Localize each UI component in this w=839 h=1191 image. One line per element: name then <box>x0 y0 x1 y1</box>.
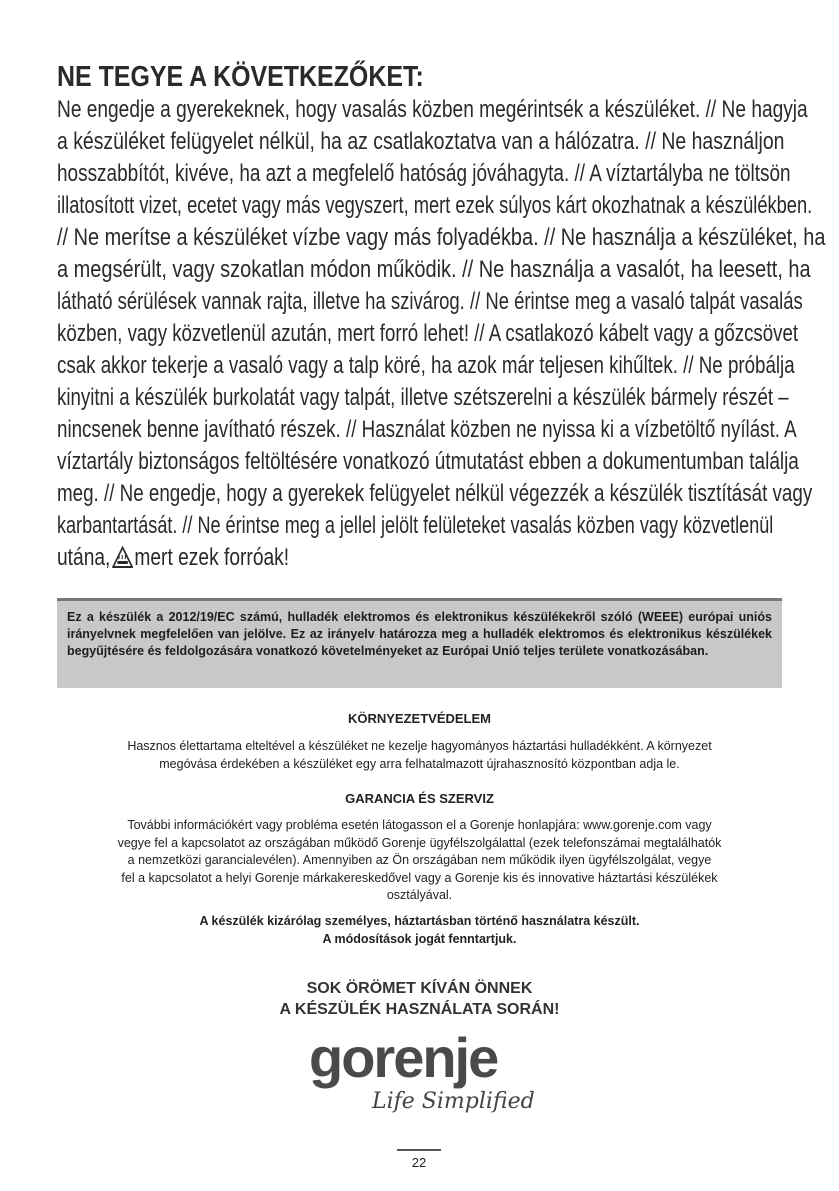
gorenje-logo: gorenje <box>309 1026 498 1089</box>
warranty-line: osztályával. <box>386 888 453 902</box>
warning-line: hosszabbítót, kivéve, ha azt a megfelelő hatóság jóváhagyta. // A víztartályba ne töltsön <box>57 160 791 187</box>
warning-line: kinyitni a készülék burkolatát vagy talpát, illetve szétszerelni a készülék bármely részét – <box>57 384 789 411</box>
warning-last-line-end: mert ezek forróak! <box>134 544 290 571</box>
warning-line: a készüléket felügyelet nélkül, ha az csatlakoztatva van a hálózatra. // Ne használjon <box>57 128 785 155</box>
usage-notice-line: A készülék kizárólag személyes, háztartásban történő használatra készült. <box>199 914 640 928</box>
warning-last-line-start: utána, <box>57 544 111 571</box>
environment-line: megóvása érdekében a készüléket egy arra felhatalmazott újrahasznosító központban adja le. <box>159 756 680 771</box>
warning-line: nincsenek benne javítható részek. // Használat közben ne nyissa ki a vízbetöltő nyílást. A <box>57 416 797 443</box>
closing-line: A KÉSZÜLÉK HASZNÁLATA SORÁN! <box>279 1001 560 1018</box>
warranty-title: GARANCIA ÉS SZERVIZ <box>345 791 494 806</box>
weee-notice-text: Ez a készülék a 2012/19/EC számú, hulladék elektromos és elektronikus készülékekről szóló (WEEE) európai uniós irányelvnek megfelelően van jelölve. Ez az irányelv határozza meg a hulladék elektromos és elektronikus készülékek begyűjtésére és feldolgozására vonatkozó követelményeket az Európai Unió teljes területe vonatkozásában. <box>67 610 772 658</box>
environment-text <box>40 738 799 773</box>
warning-line: csak akkor tekerje a vasaló vagy a talp köré, ha azok már teljesen kihűltek. // Ne próbálja <box>57 352 795 379</box>
weee-notice-box <box>57 598 782 688</box>
page-number-rule <box>397 1149 441 1151</box>
warranty-text <box>40 817 799 905</box>
warning-title: NE TEGYE A KÖVETKEZŐKET: <box>57 61 424 93</box>
warning-line: karbantartását. // Ne érintse meg a jellel jelölt felületeket vasalás közben vagy közvetlenül <box>57 512 774 539</box>
warning-line: víztartály biztonságos feltöltésére vonatkozó útmutatást ebben a dokumentumban találja <box>57 448 799 475</box>
warning-line: meg. // Ne engedje, hogy a gyerekek felügyelet nélkül végezzék a készülék tisztítását vagy <box>57 480 813 507</box>
hot-surface-warning-icon <box>112 546 133 568</box>
closing-message <box>40 978 799 1020</box>
page-number: 22 <box>411 1155 427 1170</box>
warning-line: Ne engedje a gyerekeknek, hogy vasalás közben megérintsék a készüléket. // Ne hagyja <box>57 96 808 123</box>
warning-line: // Ne merítse a készüléket vízbe vagy más folyadékba. // Ne használja a készüléket, ha <box>57 224 826 251</box>
warranty-line: További információkért vagy probléma esetén látogasson el a Gorenje honlapjára: www.gorenje.com vagy <box>127 818 712 832</box>
warning-line: illatosított vizet, ecetet vagy más vegyszert, mert ezek súlyos kárt okozhatnak a készülékben. <box>57 192 813 219</box>
closing-line: SOK ÖRÖMET KÍVÁN ÖNNEK <box>306 980 533 997</box>
brand-tagline: Life Simplified <box>372 1089 535 1114</box>
warranty-line: a nemzetközi garancialevélen). Amennyiben az Ön országában nem működik ilyen ügyfélszolgálat, vegye <box>127 853 712 867</box>
warning-line: látható sérülések vannak rajta, illetve ha szivárog. // Ne érintse meg a vasaló talpát vasalás <box>57 288 803 315</box>
warning-line: a megsérült, vagy szokatlan módon működik. // Ne használja a vasalót, ha leesett, ha <box>57 256 811 283</box>
environment-line: Hasznos élettartama elteltével a készüléket ne kezelje hagyományos háztartási hulladékként. A környezet <box>127 739 712 753</box>
environment-title: KÖRNYEZETVÉDELEM <box>347 711 491 726</box>
warranty-line: vegye fel a kapcsolatot az országában működő Gorenje ügyfélszolgálattal (ezek telefonszámai megtalálhatók <box>117 835 722 850</box>
usage-notice <box>40 913 799 948</box>
usage-notice-line: A módosítások jogát fenntartjuk. <box>322 931 517 946</box>
warning-line: közben, vagy közvetlenül azután, mert forró lehet! // A csatlakozó kábelt vagy a gőzcsövet <box>57 320 799 347</box>
warning-last-line <box>57 543 289 573</box>
warranty-line: fel a kapcsolatot a helyi Gorenje márkakereskedővel vagy a Gorenje kis és innovative háztartási készülékek <box>121 870 718 885</box>
